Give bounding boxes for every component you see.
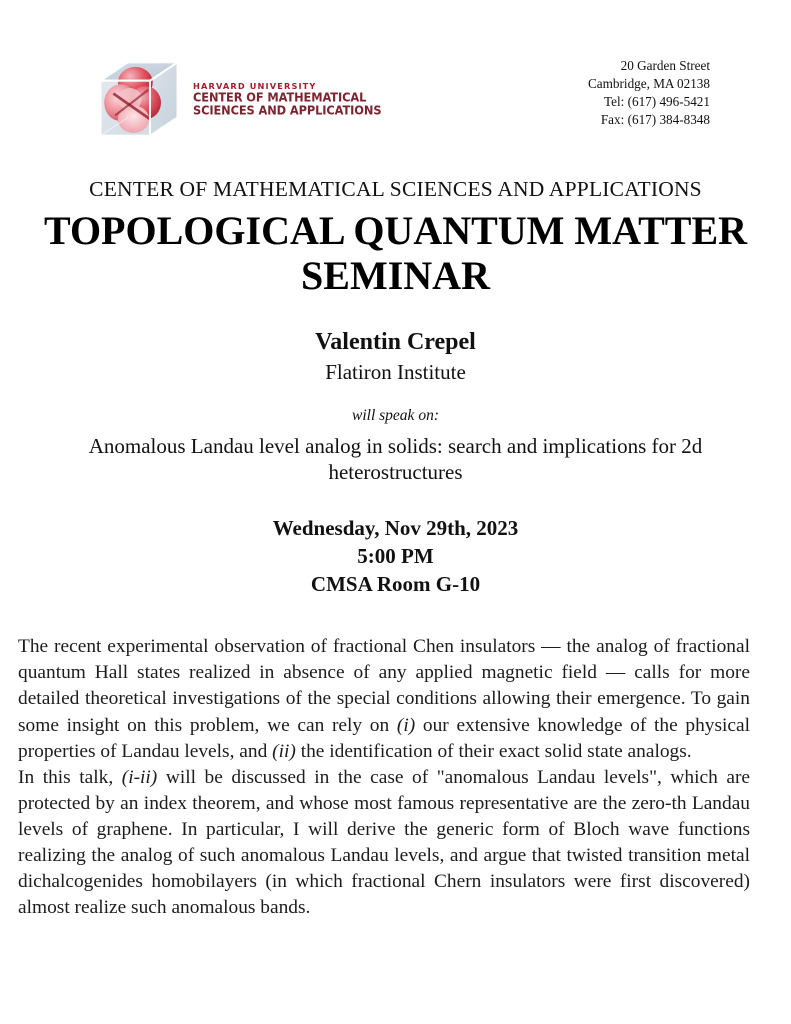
abstract-p2-text-2: will be discussed in the case of "anomalous Landau levels", which are protected by an index theorem, and whose most famous representative are the zero-th Landau levels of graphene. In particular, I will derive the generic form of Bloch wave functions realizing the analog of such anomalous Landau levels, and argue that twisted transition metal dichalcogenides homobilayers (in which fractional Chern insulators were first discovered) almost realize such anomalous bands. bbox=[18, 766, 751, 919]
page-title: TOPOLOGICAL QUANTUM MATTER SEMINAR bbox=[43, 207, 748, 298]
abstract-p1-text-2: our extensive knowledge of the physical properties of Landau levels, and bbox=[18, 714, 750, 762]
cmsa-logo-wordmark bbox=[193, 82, 381, 117]
abstract-p1-emphasis-2: (ii) bbox=[272, 740, 296, 762]
event-location: CMSA Room G-10 bbox=[310, 571, 481, 596]
abstract-p1-text-1: The recent experimental observation of fractional Chen insulators — the analog of fractional quantum Hall states realized in absence of any applied magnetic field — calls for more detailed theoretical investigations of the special conditions allowing their emergence. To gain some insight on this problem, we can rely on bbox=[18, 636, 750, 736]
address-street: 20 Garden Street bbox=[620, 58, 710, 73]
event-details-block bbox=[0, 515, 791, 598]
abstract-p1-text-3: the identification of their exact solid state analogs. bbox=[295, 740, 692, 762]
letterhead bbox=[0, 0, 791, 150]
address-city-state-zip: Cambridge, MA 02138 bbox=[588, 76, 710, 92]
address-fax: Fax: (617) 384-8348 bbox=[600, 112, 710, 128]
contact-address-block bbox=[588, 57, 710, 129]
center-name-heading: CENTER OF MATHEMATICAL SCIENCES AND APPLICATIONS bbox=[89, 177, 702, 201]
will-speak-on-label: will speak on: bbox=[352, 407, 439, 425]
speaker-affiliation: Flatiron Institute bbox=[325, 359, 466, 384]
cmsa-cube-logo-icon bbox=[93, 55, 185, 143]
event-date: Wednesday, Nov 29th, 2023 bbox=[272, 516, 519, 541]
logo-center-line-1: CENTER OF MATHEMATICAL bbox=[193, 89, 367, 105]
logo-harvard-line: HARVARD UNIVERSITY bbox=[193, 80, 317, 91]
abstract-p2-emphasis-1: (i-ii) bbox=[121, 766, 158, 788]
abstract-p1-emphasis-1: (i) bbox=[396, 714, 416, 736]
speaker-name: Valentin Crepel bbox=[315, 329, 476, 356]
abstract-body bbox=[18, 634, 750, 921]
abstract-paragraph-1 bbox=[18, 634, 750, 764]
event-time: 5:00 PM bbox=[357, 543, 434, 568]
abstract-p2-text-1: In this talk, bbox=[18, 766, 122, 788]
speaker-block bbox=[0, 328, 791, 385]
abstract-paragraph-2 bbox=[18, 765, 750, 922]
talk-title: Anomalous Landau level analog in solids: search and implications for 2d heterostructures bbox=[88, 434, 703, 485]
cmsa-logo bbox=[93, 55, 381, 143]
address-telephone: Tel: (617) 496-5421 bbox=[603, 94, 710, 110]
logo-center-line-2: SCIENCES AND APPLICATIONS bbox=[193, 102, 382, 118]
